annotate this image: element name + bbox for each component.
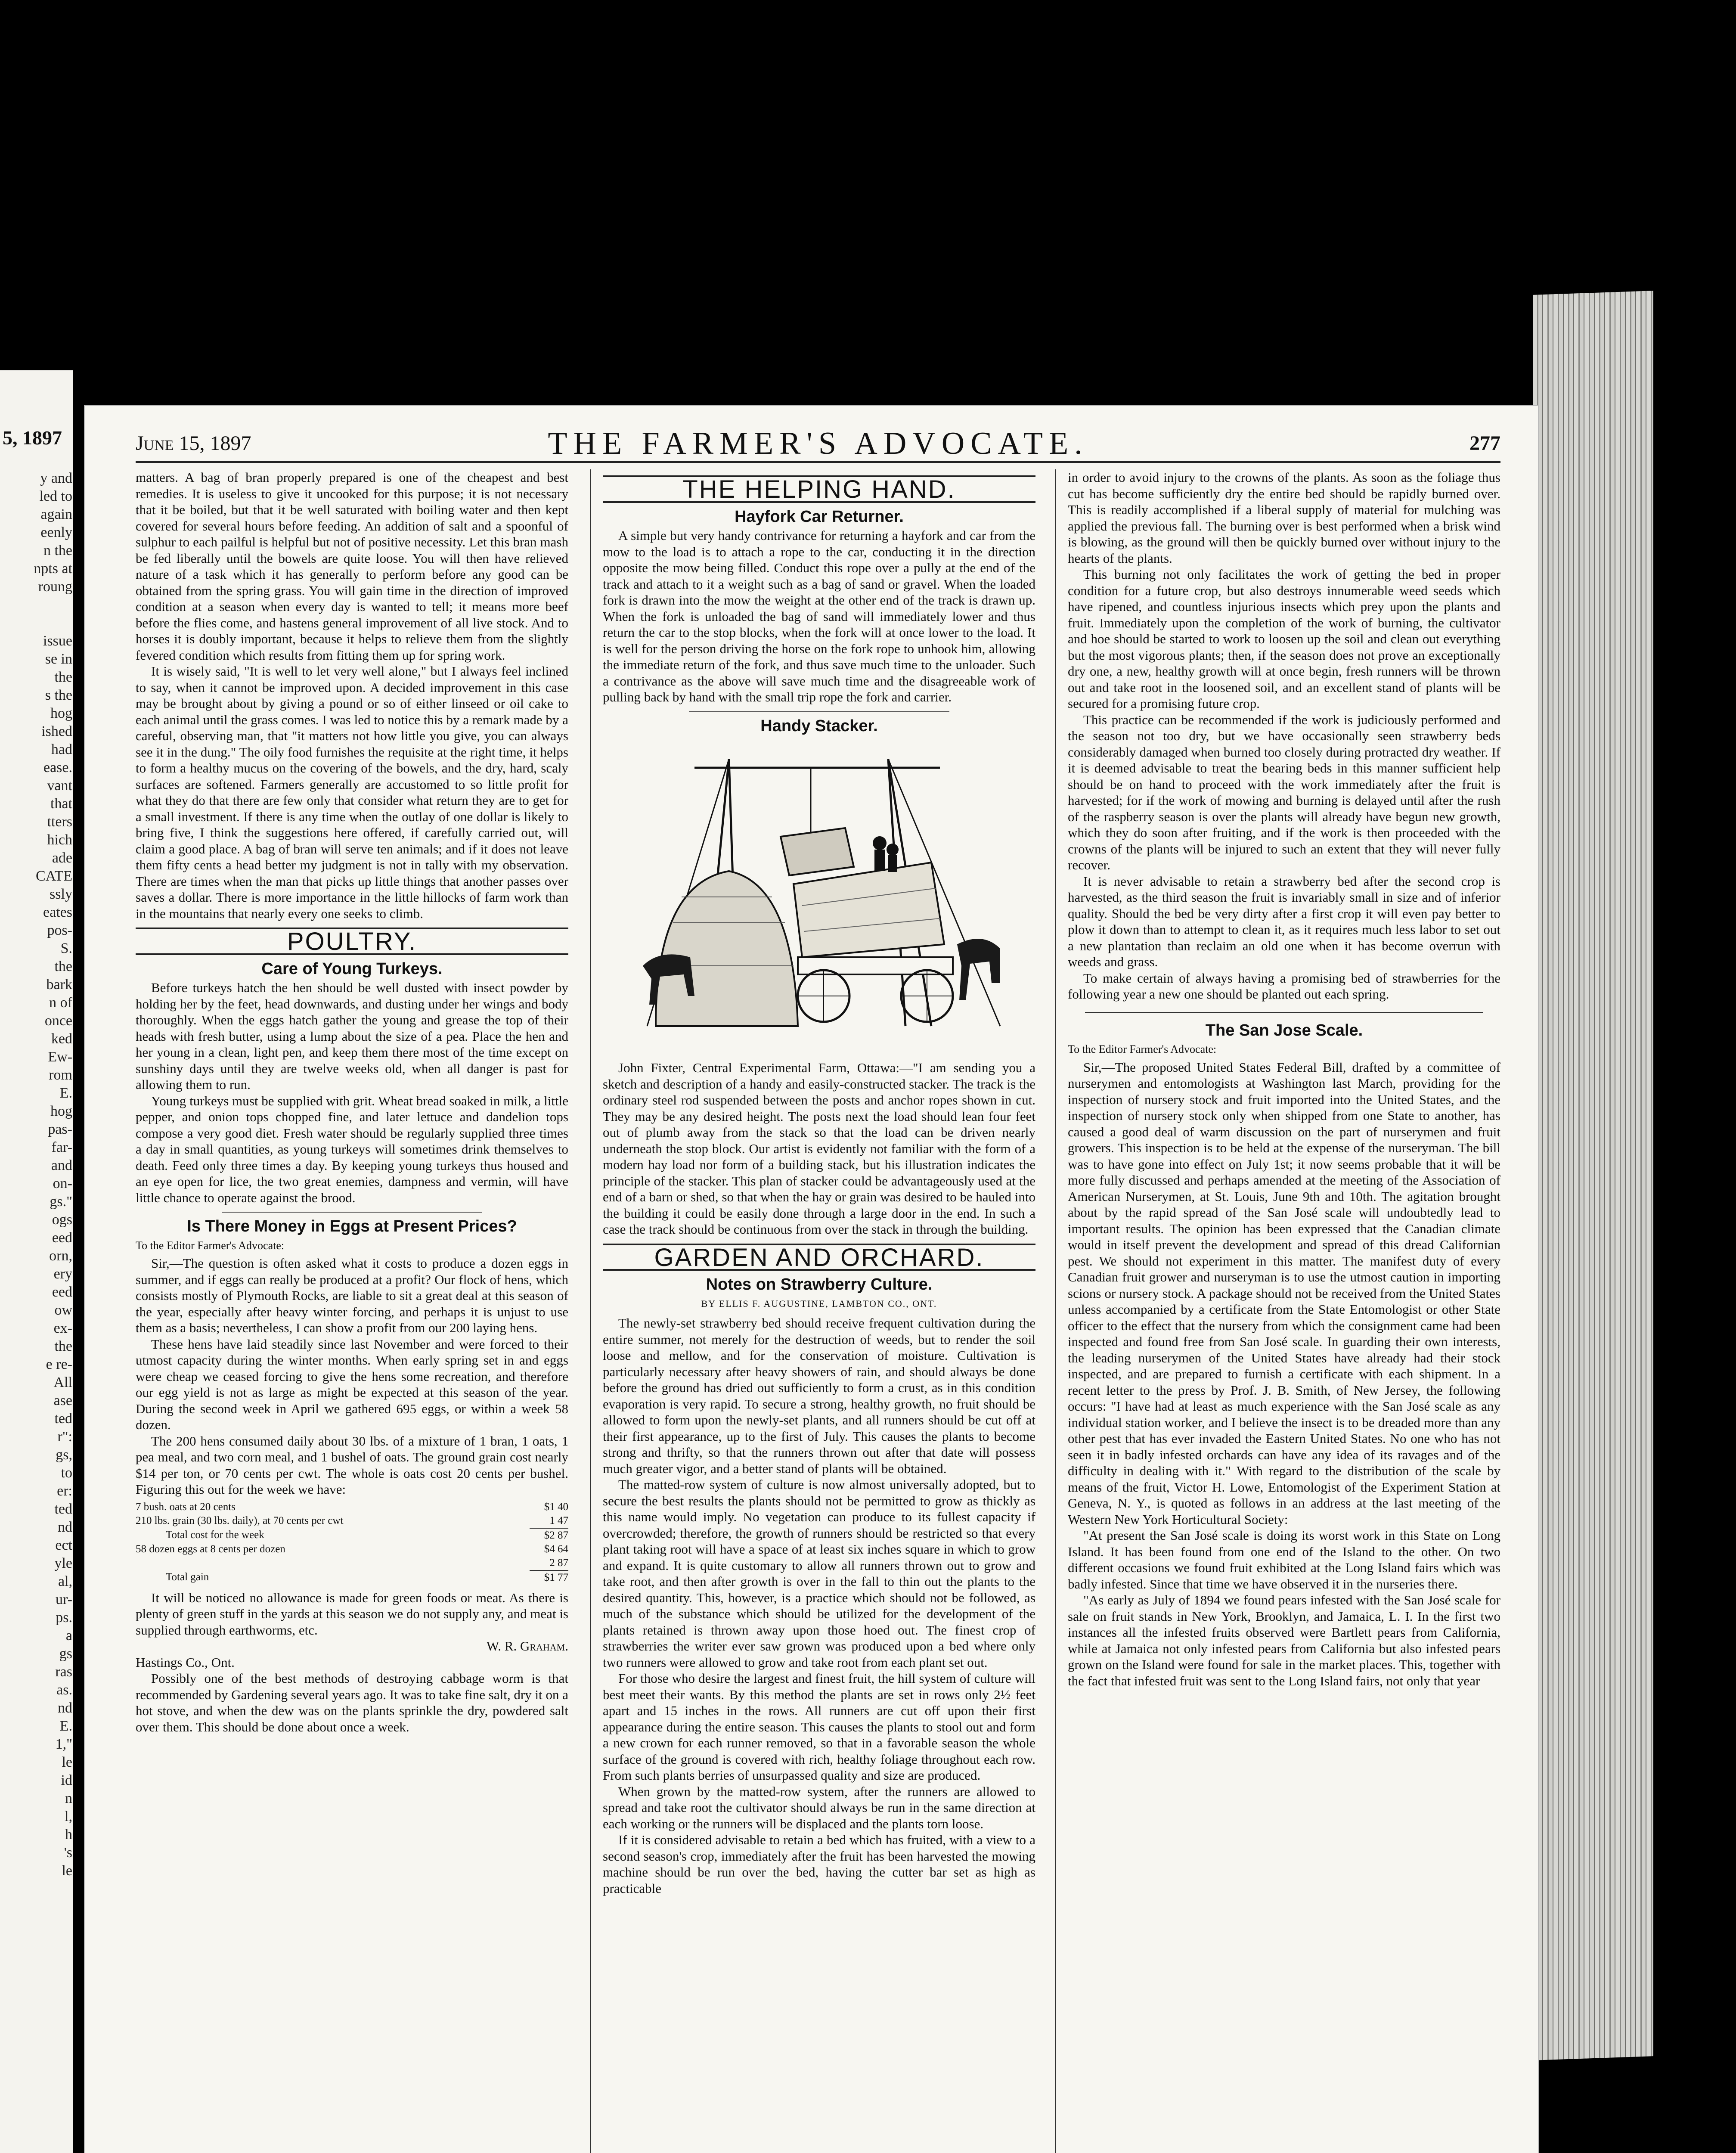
fragment-line: le [62,1754,72,1770]
fragment-line: npts at [34,561,72,577]
fragment-line: the [54,1338,72,1354]
divider [222,1212,482,1213]
article-text: The matted-row system of culture is now almost universally adopted, but to secure the best results the plants should not be permitted to grow as thickly as this name would imply. No vegetation can produce to its fullest capacity if overcrowded; therefore, the growth of runners should be restricted so that every plant taking root will have a space of at least six inches square in which to grow and expand. It is quite customary to allow all runners thrown out to grow and take root, and then after growth is over in the fall to thin out the plants to the desired quantity. This, however, is a practice which should not be followed, as much of the substance which should be utilized for the development of the plants retained is thrown away upon those hoed out. The finest crop of strawberries the writer ever saw grown was produced upon a bed where only two runners were allowed to grow and take root from each plant set out. [603,1477,1035,1670]
table-cell: $1 77 [530,1570,568,1585]
fragment-line: vant [47,778,72,794]
newspaper-page [84,405,1539,2153]
divider [689,711,949,712]
fragment-line: hich [47,832,72,848]
fragment-line: ssly [50,886,72,902]
article-text: A simple but very handy contrivance for returning a hayfork and car from the mow to the load is to attach a rope to the car, conducting it in the direction opposite the mow being filled. Conduct this rope over a pully at the end of the track and attach to it a weight such as a bag of sand or gravel. When the loaded fork is drawn into the mow the weight at the other end of the track is drawn up. When the fork is unloaded the bag of sand will immediately lower and thus return the car to the stop blocks, when the fork will at once lower to the load. It is well for the person driving the horse on the fork rope to unhook him, allowing the immediate return of the fork, and thus save much time to the unloader. Such a contrivance as the above will save much time and the disagreeable work of pulling back by hand with the small trip rope the fork and carrier. [603,528,1035,704]
article-text: Before turkeys hatch the hen should be well dusted with insect powder by holding her by the feet, head downwards, and dusting under her wings and body thoroughly. When the eggs hatch gather the young and grease the top of their heads with fresh butter, using a lump about the size of a pea. Place the hen and her young in a clean, light pen, and keep them there most of the time except on sunshiny days until they are twelve weeks old, when all danger is past for allowing them to run. [136,980,568,1092]
fragment-line: eed [52,1230,72,1246]
article-text: Sir,—The proposed United States Federal Bill, drafted by a committee of nurserymen and entomologists at Washington last March, providing for the inspection of nursery stock and fruit imported into the United States, and the inspection of nursery stock only when shipped from one State to another, has caused a good deal of warm discussion on the part of nurserymen and fruit growers. This inspection is to be held at the expense of the nurseryman. The bill was to have gone into effect on July 1st; it now seems probable that it will be more fully discussed and perhaps amended at the meeting of the Association of American Nurserymen, at St. Louis, June 9th and 10th. The agitation brought about by the rapid spread of the San José scale will undoubtedly lead to important results. The opinion has been expressed that the Canadian climate would in itself prevent the development and spread of this dread Californian pest. We should not experiment in this matter. The manifest duty of every Canadian fruit grower and nurseryman is to use the utmost caution in importing scions or nursery stock. A package should not be received from the United States unless accompanied by a certificate from the State Entomologist or other State officer to the effect that the nursery from which the consignment came had been inspected and found free from San José scale. In guarding their own interests, the leading nurserymen of the United States have already had their stock inspected, and are prepared to furnish a certificate with each shipment. In a recent letter to the press by Prof. J. B. Smith, of New Jersey, the following occurs: "I have had at least as much experience with the San José scale as any individual station worker, and I believe the insect is to be dreaded more than any other pest that has ever invaded the Eastern United States. No one who has not seen it in badly infested orchards can have any idea of its ravages and of the difficulty in dealing with it." With regard to the distribution of the scale by means of the fruit, Victor H. Lowe, Entomologist of the Experiment Station at Geneva, N. Y., is quoted as follows in an address at the last meeting of the Western New York Horticultural Society: [1068,1059,1500,1527]
publication-title: THE FARMER'S ADVOCATE. [548,426,1088,461]
fragment-line: rom [49,1067,72,1083]
fragment-line: n the [43,543,72,558]
fragment-line: ect [55,1537,72,1553]
column-right [1068,469,1500,2153]
fragment-line: nd [58,1700,72,1716]
fragment-line: the [54,959,72,974]
article-title: Is There Money in Eggs at Present Prices? [187,1217,517,1235]
article-text: Young turkeys must be supplied with grit. Wheat bread soaked in milk, a little pepper, and onion tops chopped fine, and later lettuce and dandelion tops compose a very good diet. Fresh water should be regularly supplied three times a day in small quantities, as young turkeys will sometimes drink themselves to death. Feed only three times a day. By keeping young turkeys thus housed and an eye open for lice, the two great enemies, dampness and vermin, will have little chance to operate against the brood. [136,1093,568,1205]
article-text: To make certain of always having a promising bed of strawberries for the following year a new one should be planted out each spring. [1068,970,1500,1002]
fragment-line: a [65,1628,72,1644]
table-cell: 210 lbs. grain (30 lbs. daily), at 70 cents per cwt [136,1515,344,1526]
article-text: "At present the San José scale is doing its worst work in this State on Long Island. It has been found from one end of the Island to the other. On two different occasions we found fruit exhibited at the Long Island fairs which was badly infested. Since that time we have observed it in the nurseries there. [1068,1528,1500,1591]
section-header-helping-hand: THE HELPING HAND. [603,475,1035,503]
fragment-line: ps. [56,1610,72,1626]
article-text: Sir,—The question is often asked what it costs to produce a dozen eggs in summer, and if eggs can really be produced at a profit? Our flock of hens, which consists mostly of Plymouth Rocks, are liable to sit a great deal at this season of the year, especially after heavy winter forcing, and perhaps it is unjust to use them as a basis; nevertheless, I can show a profit from our 200 laying hens. [136,1256,568,1335]
fragment-line: pos- [47,922,72,938]
fragment-line: S. [60,940,72,956]
fragment-line: ase [53,1393,72,1408]
fragment-line: on- [53,1176,72,1191]
article-text: "As early as July of 1894 we found pears infested with the San José scale for sale on fruit stands in New York, Brooklyn, and Jamaica, L. I. In the first two instances all the infested fruits observed were Bartlett pears from California, while at Jamaica not only infested pears from California but also infested pears grown on the Island were found for sale in the market places. This, together with the fact that infested fruit was sent to the Long Island fairs, not only that year [1068,1592,1500,1688]
fragment-line: hog [50,705,72,721]
divider [1085,1012,1483,1013]
byline: BY ELLIS F. AUGUSTINE, LAMBTON CO., ONT. [701,1298,937,1309]
fragment-line: ted [54,1411,72,1427]
fragment-line: le [62,1863,72,1879]
letter-address: To the Editor Farmer's Advocate: [1068,1043,1217,1055]
fragment-line: er: [57,1483,72,1499]
table-cell: 1 47 [549,1514,568,1526]
fragment-line: l, [65,1809,72,1824]
table-cell: 58 dozen eggs at 8 cents per dozen [136,1543,285,1555]
fragment-line: E. [59,1718,72,1734]
issue-date: June 15, 1897 [136,432,251,455]
table-cell: $2 87 [530,1528,568,1542]
fragment-line: Ew- [48,1049,72,1065]
column-rule [590,469,591,2153]
table-cell: Total gain [166,1571,209,1583]
fragment-line: to [61,1465,72,1481]
article-text: For those who desire the largest and finest fruit, the hill system of culture will best meet their wants. By this method the plants are set in rows only 2½ feet apart and 15 inches in the rows. All runners are cut off upon their first appearance during the entire season. This causes the plants to stool out and form a new crown for each runner removed, so that in a favorable season the whole surface of the ground is covered with rich, healthy foliage throughout each row. From such plants berries of unsurpassed quality and size are produced. [603,1671,1035,1783]
signature-place: Hastings Co., Ont. [136,1654,235,1670]
fragment-line: once [44,1013,72,1029]
table-cell: $4 64 [544,1543,568,1555]
fragment-line: as. [56,1682,72,1698]
fragment-line: that [50,796,72,812]
fragment-line: the [54,669,72,685]
article-text: Possibly one of the best methods of destroying cabbage worm is that recommended by Gardening several years ago. It was to take fine salt, dry it on a hot stove, and when the dew was on the plants sprinkle the dry, powdered salt over them. This should be done about once a week. [136,1671,568,1734]
fragment-line: n of [49,995,72,1011]
table-row [136,1528,568,1542]
column-left [136,469,568,2153]
fragment-line: nd [58,1519,72,1535]
masthead [136,422,1500,463]
column-rule [1055,469,1056,2153]
page-edges [1533,291,1653,2060]
fragment-line: e re- [46,1356,72,1372]
fragment-line: All [53,1374,72,1390]
fragment-line: roung [38,579,72,595]
article-text: If it is considered advisable to retain a bed which has fruited, with a view to a second season's crop, immediately after the fruit has been harvested the mowing machine should be run over the bed, having the cutter bar set as high as practicable [603,1832,1035,1896]
stacker-illustration [630,742,1009,1052]
fragment-line: al, [58,1573,72,1589]
article-text: It is wisely said, "It is well to let very well alone," but I always feel inclined to say, when it cannot be improved upon. A decided improvement in this case may be brought about by giving a pound or so of either linseed or oil cake to each animal until the grass comes. I was led to notice this by a remark made by a careful, observing man, that "it matters not how little you give, you can always see it in the dung." The oily food furnishes the requisite at the right time, it helps to form a healthy mucus on the covering of the bowels, and the dry, hard, scaly surfaces are softened. Farmers generally are accustomed to so little profit for what they do that there are few only that consider what return they are to get for a small investment. If there is any time when the outlay of one dollar is likely to bring five, I think the suggestions here offered, if carefully carried out, will claim a good place. A bag of bran will serve ten animals; and if it does not leave them fifty cents a head better my judgment is not in tally with my observation. There are times when the man that picks up little things that another passes over saves a dollar. There is more importance in the little hillocks of farm work than in the mountains that nearly every one seeks to climb. [136,664,568,921]
table-row [136,1570,568,1585]
article-title: Hayfork Car Returner. [735,507,904,526]
article-text: in order to avoid injury to the crowns of the plants. As soon as the foliage thus cut has become sufficiently dry the entire bed should be rapidly burned over. This is readily accomplished if a liberal supply of material for mulching was applied the previous fall. The burning over is best performed when a brisk wind is blowing, as the ground will then be quickly burned over without injury to the hearts of the plants. [1068,470,1500,566]
fragment-line: pas- [48,1121,72,1137]
table-row [136,1500,568,1514]
article-text: When grown by the matted-row system, after the runners are allowed to spread and take root the cultivator should always be run in the same direction at each working or the runners will be displaced and the plants torn loose. [603,1784,1035,1831]
column-middle [603,469,1035,2153]
fragment-line: had [51,741,72,757]
previous-page-edge [0,370,73,2153]
fragment-line: se in [45,651,72,667]
previous-page-date: 5, 1897 [3,427,62,449]
article-text: It is never advisable to retain a strawberry bed after the second crop is harvested, as the third season the fruit is invariably small in size and of inferior quality. Should the bed be very dirty after a first crop it will even pay better to plow it down than to attempt to clean it, as it requires much less labor to set out a new plantation than reclaim an old one when it has become overrun with weeds and grass. [1068,873,1500,969]
article-text: This burning not only facilitates the work of getting the bed in proper condition for a future crop, but also destroys innumerable weed seeds which have ripened, and countless injurious insects which prey upon the plants and fruit. Immediately upon the completion of the work of burning, the cultivator and hoe should be started to work to loosen up the soil and clean out everything but the most vigorous plants; then, if the season does not prove an exceptionally dry one, a new, healthy growth will at once begin, fresh runners will be thrown out and take root in the loosened soil, and an excellent stand of plants will be secured for a promising future crop. [1068,567,1500,711]
fragment-line: 's [64,1845,72,1861]
fragment-line: ras [55,1664,72,1680]
article-text: matters. A bag of bran properly prepared is one of the cheapest and best remedies. It is useless to give it uncooked for this purpose; it is not necessary that it be boiled, but that it be well saturated with boiling water and then kept covered for several hours before feeding. An addition of salt and a spoonful of sulphur to each pailful is helpful but not of positive necessity. Let this bran mash be fed liberally until the bowels are quite loose. You will then have relieved nature of a task which it has generally to perform before any good can be obtained from the spring grass. You will gain time in the direction of improved condition at a season when every day is wanted to tell; it means more beef before the flies come, and hastens general improvement of all live stock. And to horses it is doubly important, because it helps to relieve them from the slightly fevered condition which results from fitting them up for spring work. [136,470,568,663]
fragment-line: ted [54,1501,72,1517]
fragment-line [8,596,72,614]
fragment-line: ow [54,1302,72,1318]
fragment-line: eates [43,904,72,920]
fragment-line: issue [43,633,72,649]
fragment-line: n [65,1790,72,1806]
fragment-line: h [65,1827,72,1843]
cost-table [136,1500,568,1585]
table-row [136,1542,568,1556]
fragment-line: far- [51,1139,72,1155]
fragment-line: s the [45,687,72,703]
fragment-line: gs, [56,1447,72,1463]
article-text: It will be noticed no allowance is made for green foods or meat. As there is plenty of green stuff in the yards at this season we do not supply any, and meat is supplied through earthworms, etc. [136,1590,568,1638]
fragment-line: ur- [56,1591,72,1607]
fragment-line: eenly [40,524,72,540]
fragment-line: r": [57,1429,72,1445]
article-text: This practice can be recommended if the work is judiciously performed and the season not too dry, but we have occasionally seen strawberry beds considerably damaged when burned too closely during protracted dry weather. If it is deemed advisable to treat the bearing beds in this manner sufficient help should be on hand to proceed with the work immediately after the fruit is harvested; for if the work of mowing and burning is delayed until after the rush of the raspberry season is over the plants will already have begun new growth, which they do soon after fruiting, and if the work is then proceeded with the crowns of the plants will be injured to such an extent that they will never fully recover. [1068,712,1500,872]
table-row [136,1556,568,1570]
article-title: Notes on Strawberry Culture. [706,1275,933,1294]
table-cell: $1 40 [544,1501,568,1513]
fragment-line: ished [41,723,72,739]
previous-page-text-fragments [8,469,72,1880]
fragment-line: bark [46,977,72,993]
fragment-line: and [51,1157,72,1173]
fragment-line: ked [51,1031,72,1047]
fragment-line: ex- [53,1320,72,1336]
article-title: Care of Young Turkeys. [261,959,443,978]
fragment-line: CATE [36,868,72,884]
section-header-poultry: POULTRY. [136,928,568,955]
fragment-line: gs [59,1646,72,1662]
fragment-line: tters [47,814,72,830]
fragment-line: again [40,506,72,522]
table-cell: Total cost for the week [166,1529,264,1541]
article-text: John Fixter, Central Experimental Farm, Ottawa:—"I am sending you a sketch and description of a handy and easily-constructed stacker. The track is the ordinary steel rod suspended between the posts and anchor ropes shown in cut. They may be any desired height. The posts next the load should lean four feet out of plumb away from the stack so that the load can be driven nearly underneath the stop block. Our artist is evidently not familiar with the form of a modern hay load nor form of a building stack, but his illustration indicates the principle of the stacker. This plan of stacker could be advantageously used at the end of a barn or shed, so that when the hay or grain was desired to be hauled into the building it could be easily done through a large door in the end. In such a case the track should be continuous from over the stack in through the building. [603,1060,1035,1237]
article-title: The San Jose Scale. [1205,1021,1363,1039]
fragment-line: ade [52,850,72,866]
fragment-line: E. [59,1085,72,1101]
fragment-line: y and [40,470,72,486]
fragment-line: 1," [55,1736,72,1752]
article-text: The 200 hens consumed daily about 30 lbs. of a mixture of 1 bran, 1 oats, 1 pea meal, and two corn meal, and 1 bushel of oats. The ground grain cost nearly $14 per ton, or 70 cents per cwt. The whole is oats cost 20 cents per bushel. Figuring this out for the week we have: [136,1433,568,1497]
fragment-line: ogs [52,1212,72,1228]
fragment-line: yle [54,1555,72,1571]
article-text: The newly-set strawberry bed should receive frequent cultivation during the entire summer, not merely for the destruction of weeds, but to render the soil loose and mellow, and for the conservation of moisture. Cultivation is particularly necessary after heavy showers of rain, and should always be done before the ground has dried out sufficiently to form a crust, as in this condition evaporation is very rapid. To secure a strong, healthy growth, no fruit should be allowed to form upon the newly-set plants, and all runners should be cut off at their first appearance, up to the first of July. This causes the plants to become strong and thrifty, so that the runners thrown out after that date will possess much greater vigor, and a better stand of plants will be obtained. [603,1315,1035,1476]
page-number: 277 [1469,432,1500,455]
fragment-line: hog [50,1103,72,1119]
fragment-line: led to [39,488,72,504]
fragment-line: gs." [50,1194,72,1210]
article-text: These hens have laid steadily since last November and were forced to their utmost capacity during the winter months. When early spring set in and eggs were cheap we ceased forcing to give the hens some recreation, and therefore our egg yield is not as large as might be expected at this season of the year. During the second week in April we gathered 695 eggs, or within a week 58 dozen. [136,1336,568,1432]
fragment-line: ery [53,1266,72,1282]
table-row [136,1514,568,1528]
fragment-line: orn, [49,1248,72,1264]
letter-address: To the Editor Farmer's Advocate: [136,1239,285,1252]
signature: W. R. Graham. [486,1638,568,1654]
fragment-line: id [61,1772,72,1788]
table-cell: 7 bush. oats at 20 cents [136,1501,236,1513]
fragment-line: ease. [43,760,72,776]
table-cell: 2 87 [549,1557,568,1569]
fragment-line: eed [52,1284,72,1300]
section-header-garden-orchard: GARDEN AND ORCHARD. [603,1244,1035,1271]
article-title: Handy Stacker. [760,717,878,735]
fragment-line [8,614,72,632]
